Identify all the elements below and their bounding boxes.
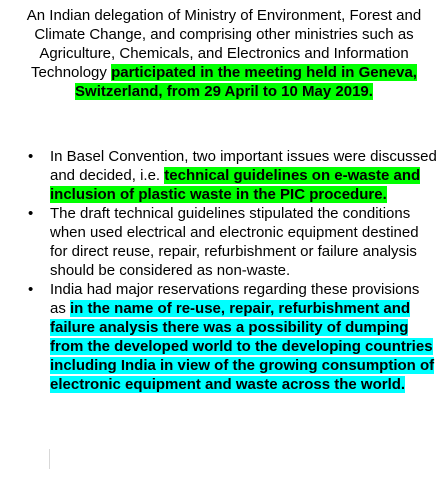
intro-paragraph <box>14 6 434 101</box>
intro-highlight: participated in the meeting held in Geneva, Switzerland, from 29 April to 10 May 2019. <box>75 64 417 100</box>
bullet-list <box>22 147 438 394</box>
bullet-text: The draft technical guidelines stipulated the conditions when used electrical and electronic equipment destined for direct reuse, repair, refurbishment or failure analysis should be considered as non-waste. <box>50 205 419 279</box>
divider <box>49 449 50 469</box>
bullet-item-guidelines <box>22 204 438 280</box>
bullet-item-basel <box>22 147 438 204</box>
intro-text: An Indian delegation of Ministry of Environment, Forest and Climate Change, and comprising other ministries such as Agriculture, Chemicals, and Electronics and Information Technology <box>26 7 422 81</box>
bullet-item-reservations <box>22 280 438 394</box>
bullet-dot-icon: • <box>28 148 34 165</box>
bullet-highlight: technical guidelines on e-waste and inclusion of plastic waste in the PIC procedure. <box>50 167 421 203</box>
bullet-highlight: in the name of re-use, repair, refurbishment and failure analysis there was a possibility of dumping from the developed world to the developing countries including India in view of the growing consumption of electronic equipment and waste across the world. <box>50 300 435 393</box>
bullet-dot-icon: • <box>28 281 34 298</box>
bullet-text: India had major reservations regarding these provisions as <box>50 281 420 317</box>
bullet-text: In Basel Convention, two important issues were discussed and decided, i.e. <box>50 148 437 184</box>
bullet-dot-icon: • <box>28 205 34 222</box>
